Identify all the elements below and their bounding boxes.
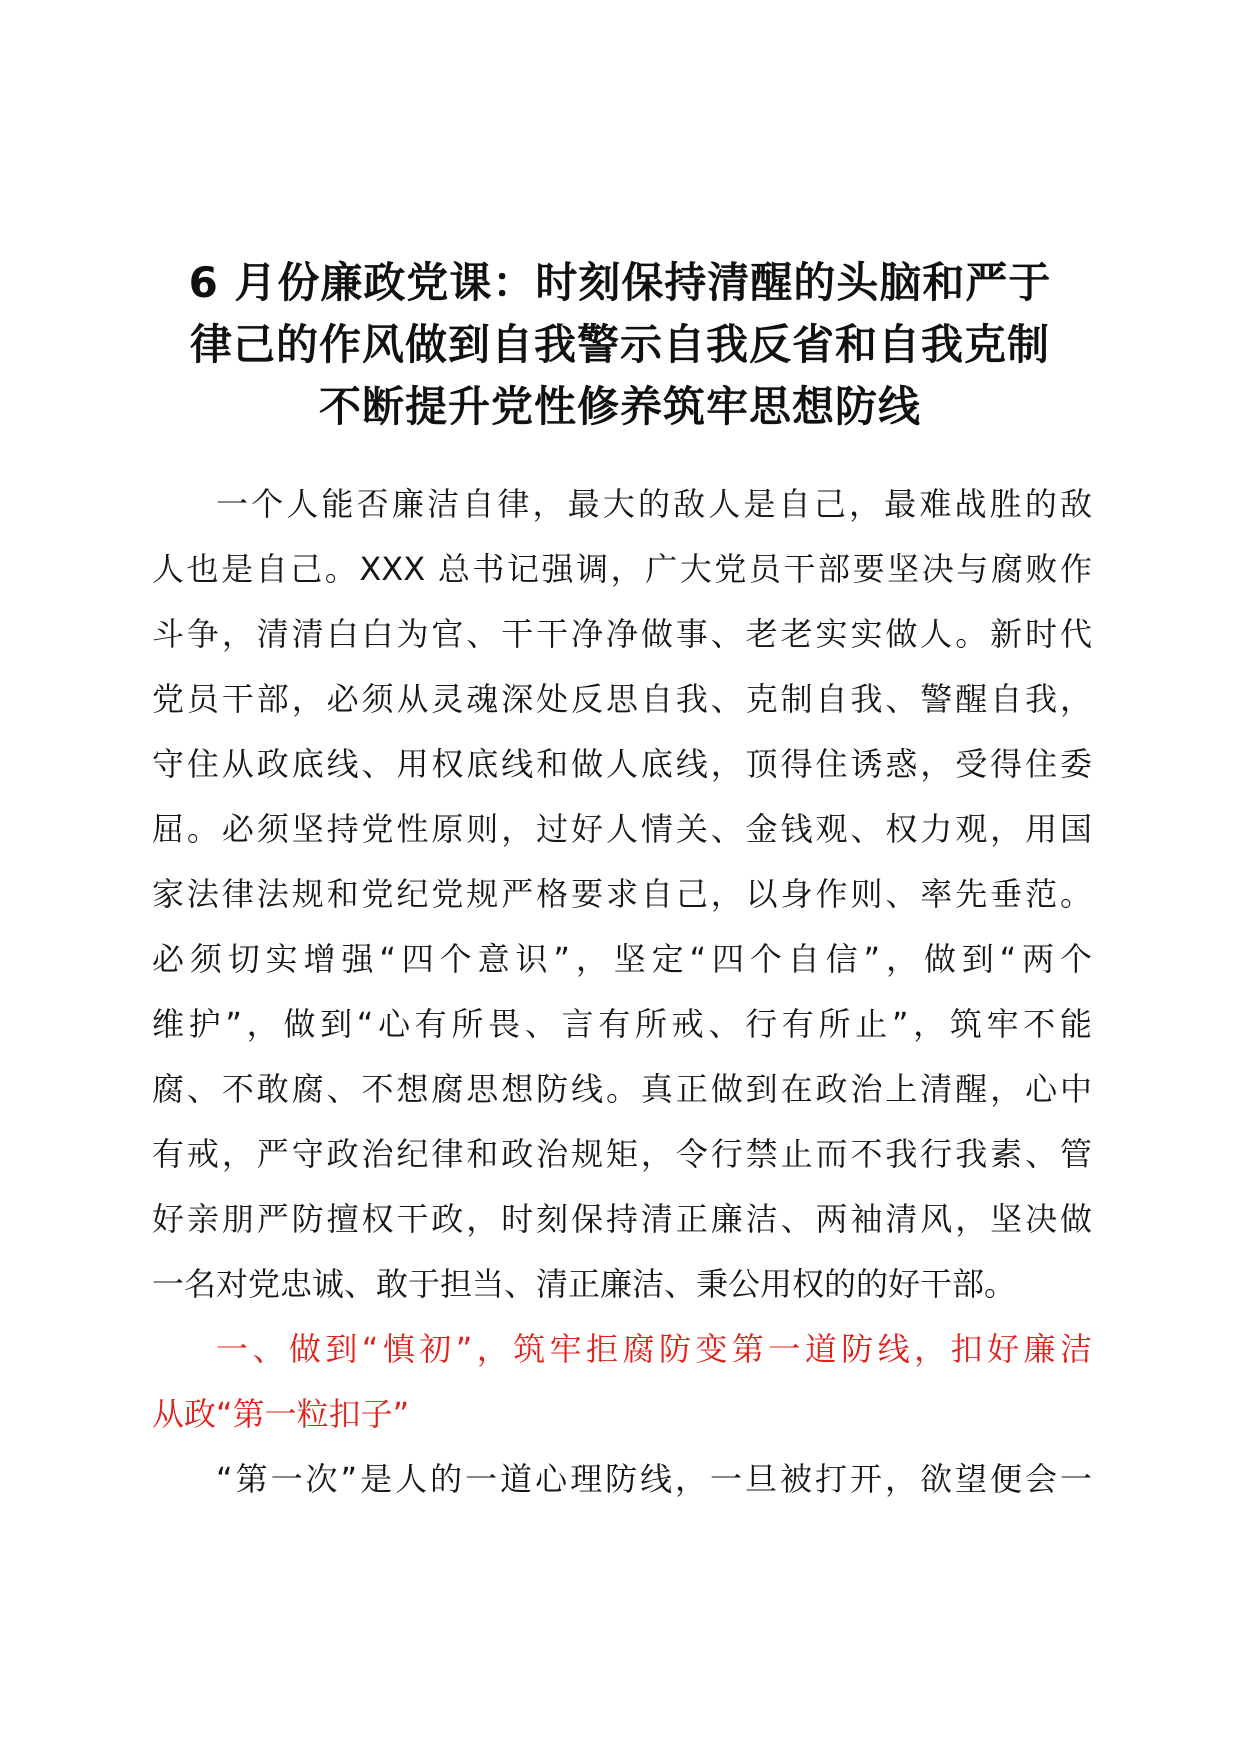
- text-line: 家法律法规和党纪党规严格要求自己，以身作则、率先垂范。: [152, 875, 1092, 913]
- document-body: [152, 472, 1092, 1512]
- text-line: 斗争，清清白白为官、干干净净做事、老老实实做人。新时代: [152, 615, 1092, 653]
- text-line: “第一次”是人的一道心理防线，一旦被打开，欲望便会一: [216, 1460, 1092, 1498]
- text-line: 一个人能否廉洁自律，最大的敌人是自己，最难战胜的敌: [216, 485, 1092, 523]
- text-line: 守住从政底线、用权底线和做人底线，顶得住诱惑，受得住委: [152, 745, 1092, 783]
- paragraph-intro: [152, 472, 1092, 1317]
- section-heading-1: [152, 1317, 1092, 1447]
- paragraph-first-time: [152, 1447, 1092, 1512]
- text-line: 有戒，严守政治纪律和政治规矩，令行禁止而不我行我素、管: [152, 1135, 1092, 1173]
- text-line: 党员干部，必须从灵魂深处反思自我、克制自我、警醒自我，: [152, 680, 1092, 718]
- text-line: 屈。必须坚持党性原则，过好人情关、金钱观、权力观，用国: [152, 810, 1092, 848]
- document-title: [150, 252, 1090, 438]
- title-line: 6 月份廉政党课：时刻保持清醒的头脑和严于: [188, 258, 1052, 307]
- title-line: 不断提升党性修养筑牢思想防线: [318, 382, 921, 431]
- title-line: 律己的作风做到自我警示自我反省和自我克制: [189, 320, 1050, 369]
- text-line: 人也是自己。XXX 总书记强调，广大党员干部要坚决与腐败作: [152, 550, 1092, 588]
- text-line: 必须切实增强“四个意识”，坚定“四个自信”，做到“两个: [152, 940, 1092, 978]
- text-line: 腐、不敢腐、不想腐思想防线。真正做到在政治上清醒，心中: [152, 1070, 1092, 1108]
- heading-line: 一、做到“慎初”，筑牢拒腐防变第一道防线，扣好廉洁: [216, 1330, 1092, 1368]
- text-line: 好亲朋严防擅权干政，时刻保持清正廉洁、两袖清风，坚决做: [152, 1200, 1092, 1238]
- heading-line: 从政“第一粒扣子”: [152, 1395, 410, 1433]
- text-line: 一名对党忠诚、敢于担当、清正廉洁、秉公用权的的好干部。: [152, 1265, 1017, 1303]
- text-line: 维护”，做到“心有所畏、言有所戒、行有所止”，筑牢不能: [152, 1005, 1092, 1043]
